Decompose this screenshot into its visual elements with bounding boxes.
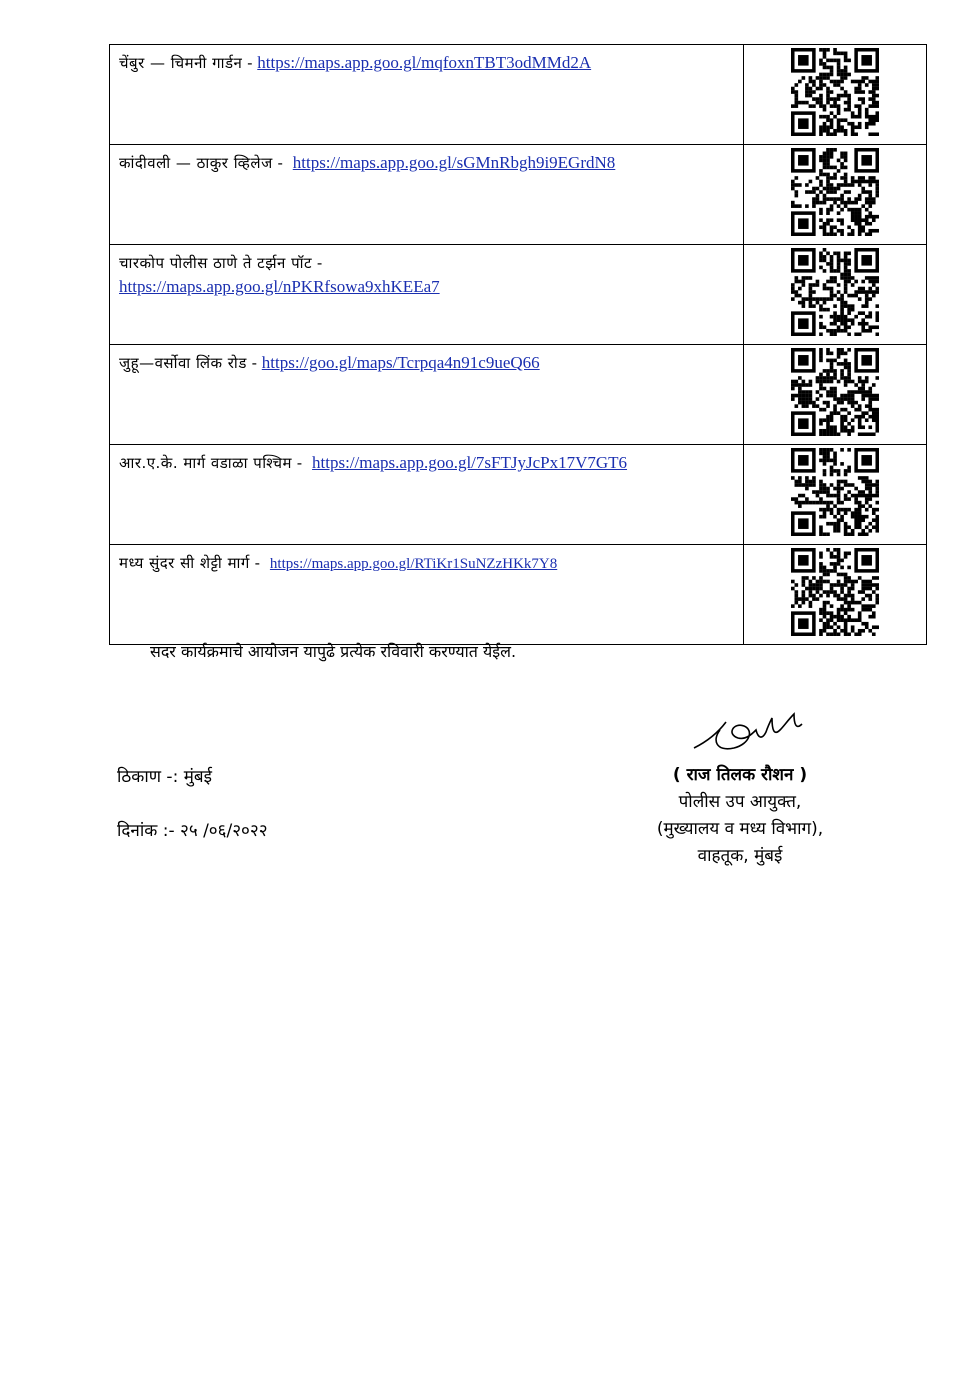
qr-code-icon <box>791 448 879 536</box>
signatory-designation: पोलीस उप आयुक्त, <box>678 792 802 812</box>
locations-table <box>109 44 927 645</box>
map-link[interactable]: https://maps.app.goo.gl/mqfoxnTBT3odMMd2A <box>257 53 592 72</box>
location-name: कांदीवली — ठाकुर व्हिलेज <box>119 154 273 172</box>
location-name: जुहू—वर्सोवा लिंक रोड <box>119 354 247 372</box>
signature-icon <box>690 700 810 760</box>
separator: - <box>272 154 288 172</box>
signatory-department: (मुख्यालय व मध्य विभाग), <box>656 819 824 839</box>
separator: - <box>246 354 262 372</box>
schedule-note: सदर कार्यक्रमाचे आयोजन यापुढे प्रत्येक रविवारी करण्यात येईल. <box>150 642 517 661</box>
qr-cell <box>744 45 927 145</box>
location-name: चेंबुर — चिमनी गार्डन <box>119 54 243 72</box>
qr-cell <box>744 345 927 445</box>
table-row <box>110 545 927 645</box>
qr-code-icon <box>791 548 879 636</box>
table-row <box>110 345 927 445</box>
map-link[interactable]: https://maps.app.goo.gl/RTiKr1SuNZzHKk7Y8 <box>269 556 558 572</box>
separator: - <box>292 454 307 472</box>
qr-cell <box>744 545 927 645</box>
signatory-block <box>600 762 880 870</box>
map-link[interactable]: https://maps.app.goo.gl/nPKRfsowa9xhKEEa7 <box>119 277 440 296</box>
location-name: चारकोप पोलीस ठाणे ते टर्झन पॉट <box>119 254 313 272</box>
signatory-office: वाहतूक, मुंबई <box>697 846 783 866</box>
separator: - <box>249 554 265 572</box>
qr-code-icon <box>791 248 879 336</box>
qr-cell <box>744 145 927 245</box>
separator: - <box>312 254 323 272</box>
qr-cell <box>744 445 927 545</box>
qr-code-icon <box>791 348 879 436</box>
location-cell <box>110 45 744 145</box>
map-link[interactable]: https://goo.gl/maps/Tcrpqa4n91c9ueQ66 <box>261 353 540 372</box>
map-link[interactable]: https://maps.app.goo.gl/7sFTJyJcPx17V7GT6 <box>312 453 628 472</box>
location-cell <box>110 245 744 345</box>
qr-code-icon <box>791 48 879 136</box>
table-row <box>110 445 927 545</box>
location-cell <box>110 145 744 245</box>
qr-cell <box>744 245 927 345</box>
location-cell <box>110 545 744 645</box>
signatory-name: ( राज तिलक रौशन ) <box>672 765 808 785</box>
table-row <box>110 45 927 145</box>
location-name: मध्य सुंदर सी शेट्टी मार्ग <box>119 554 250 572</box>
location-cell <box>110 345 744 445</box>
date-label: दिनांक :- २५ /०६/२०२२ <box>117 821 268 841</box>
table-row <box>110 245 927 345</box>
qr-code-icon <box>791 148 879 236</box>
separator: - <box>242 54 258 72</box>
location-name: आर.ए.के. मार्ग वडाळा पश्चिम <box>119 454 292 472</box>
place-label: ठिकाण -: मुंबई <box>117 767 212 787</box>
table-row <box>110 145 927 245</box>
map-link[interactable]: https://maps.app.goo.gl/sGMnRbgh9i9EGrdN8 <box>292 153 616 172</box>
location-cell <box>110 445 744 545</box>
